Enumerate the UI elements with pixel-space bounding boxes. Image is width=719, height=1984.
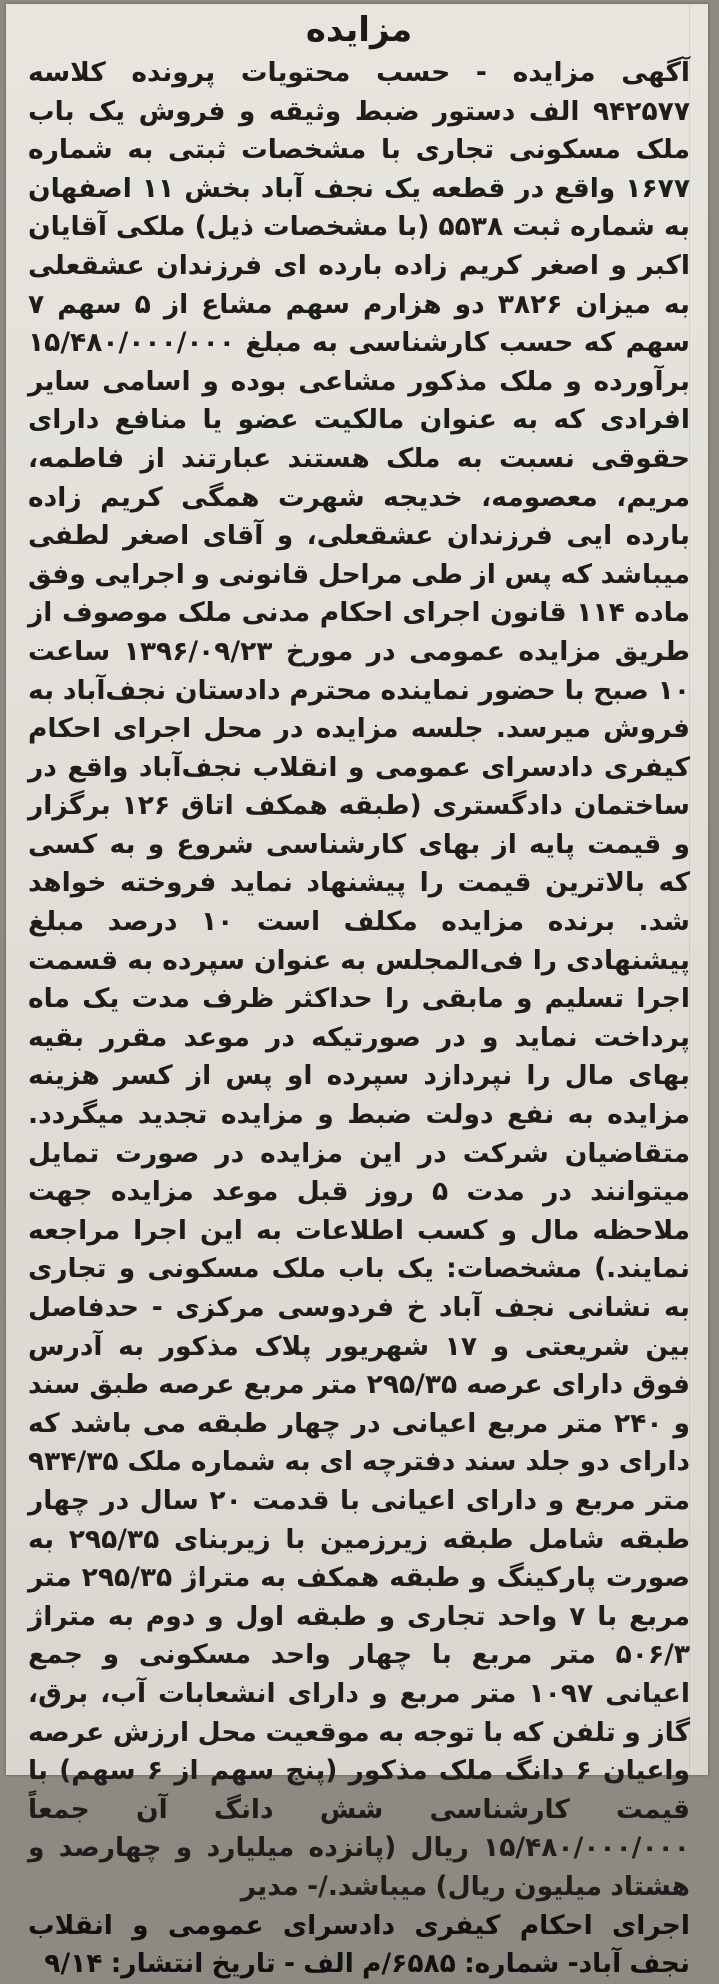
notice-title: مزایده — [305, 10, 413, 50]
newspaper-clipping — [6, 4, 708, 1980]
column-rule — [689, 4, 690, 1775]
notice-body: آگهی مزایده - حسب محتویات پرونده کلاسه ۹۴۲۵۷۷ الف دستور ضبط وثیقه و فروش یک باب ملک مسکونی تجاری با مشخصات ثبتی به شماره ۱۶۷۷ واقع در قطعه یک نجف آباد بخش ۱۱ اصفهان به شماره ثبت ۵۵۳۸ (با مشخصات ذیل) ملکی آقایان اکبر و اصغر کریم زاده بارده ای فرزندان عشقعلی به میزان ۳۸۲۶ دو هزارم سهم مشاع از ۵ سهم ۷ سهم که حسب کارشناسی به مبلغ ۱۵/۴۸۰/۰۰۰/۰۰۰ برآورده و ملک مذکور مشاعی بوده و اسامی سایر افرادی که به عنوان مالکیت عضو یا منافع دارای حقوقی نسبت به ملک هستند عبارتند از فاطمه، مریم، معصومه، خدیجه شهرت همگی کریم زاده بارده ایی فرزندان عشقعلی، و آقای اصغر لطفی میباشد که پس از طی مراحل قانونی و اجرایی وفق ماده ۱۱۴ قانون اجرای احکام مدنی ملک موصوف از طریق مزایده عمومی در مورخ ۱۳۹۶/۰۹/۲۳ ساعت ۱۰ صبح با حضور نماینده محترم دادستان نجف‌آباد به فروش میرسد. جلسه مزایده در محل اجرای احکام کیفری دادسرای عمومی و انقلاب نجف‌آباد واقع در ساختمان دادگستری (طبقه همکف اتاق ۱۲۶ برگزار و قیمت پایه از بهای کارشناسی شروع و به کسی که بالاترین قیمت را پیشنهاد نماید فروخته خواهد شد. برنده مزایده مکلف است ۱۰ درصد مبلغ پیشنهادی را فی‌المجلس به عنوان سپرده به قسمت اجرا تسلیم و مابقی را حداکثر ظرف مدت یک ماه پرداخت نماید و در صورتیکه در موعد مقرر بقیه بهای مال را نپردازد سپرده او پس از کسر هزینه مزایده به نفع دولت ضبط و مزایده تجدید میگردد. متقاضیان شرکت در این مزایده در صورت تمایل میتوانند در مدت ۵ روز قبل موعد مزایده جهت ملاحظه مال و کسب اطلاعات به این اجرا مراجعه نمایند.) مشخصات: یک باب ملک مسکونی و تجاری به نشانی نجف آباد خ فردوسی مرکزی - حدفاصل بین شریعتی و ۱۷ شهریور پلاک مذکور به آدرس فوق دارای عرصه ۲۹۵/۳۵ متر مربع عرصه طبق سند و ۲۴۰ متر مربع اعیانی در چهار طبقه می باشد که دارای دو جلد سند دفترچه ای به شماره ملک ۹۳۴/۳۵ متر مربع و دارای اعیانی با قدمت ۲۰ سال در چهار طبقه شامل طبقه زیرزمین با زیربنای ۲۹۵/۳۵ به صورت پارکینگ و طبقه همکف به متراژ ۲۹۵/۳۵ متر مربع با ۷ واحد تجاری و طبقه اول و دوم به متراژ ۵۰۶/۳ متر مربع با چهار واحد مسکونی و جمع اعیانی ۱۰۹۷ متر مربع و دارای انشعابات آب، برق، گاز و تلفن که با توجه به موقعیت محل ارزش عرصه واعیان ۶ دانگ ملک مذکور (پنج سهم از ۶ سهم) با قیمت کارشناسی شش دانگ آن جمعاً ۱۵/۴۸۰/۰۰۰/۰۰۰ ریال (پانزده میلیارد و چهارصد و هشتاد میلیون ریال) میباشد./- مدیر — [28, 57, 690, 1902]
notice-closing: اجرای احکام کیفری دادسرای عمومی و انقلاب نجف آباد- شماره: ۶۵۸۵/م الف - تاریخ انتشار: ۹/۱۴ — [28, 1909, 690, 1980]
